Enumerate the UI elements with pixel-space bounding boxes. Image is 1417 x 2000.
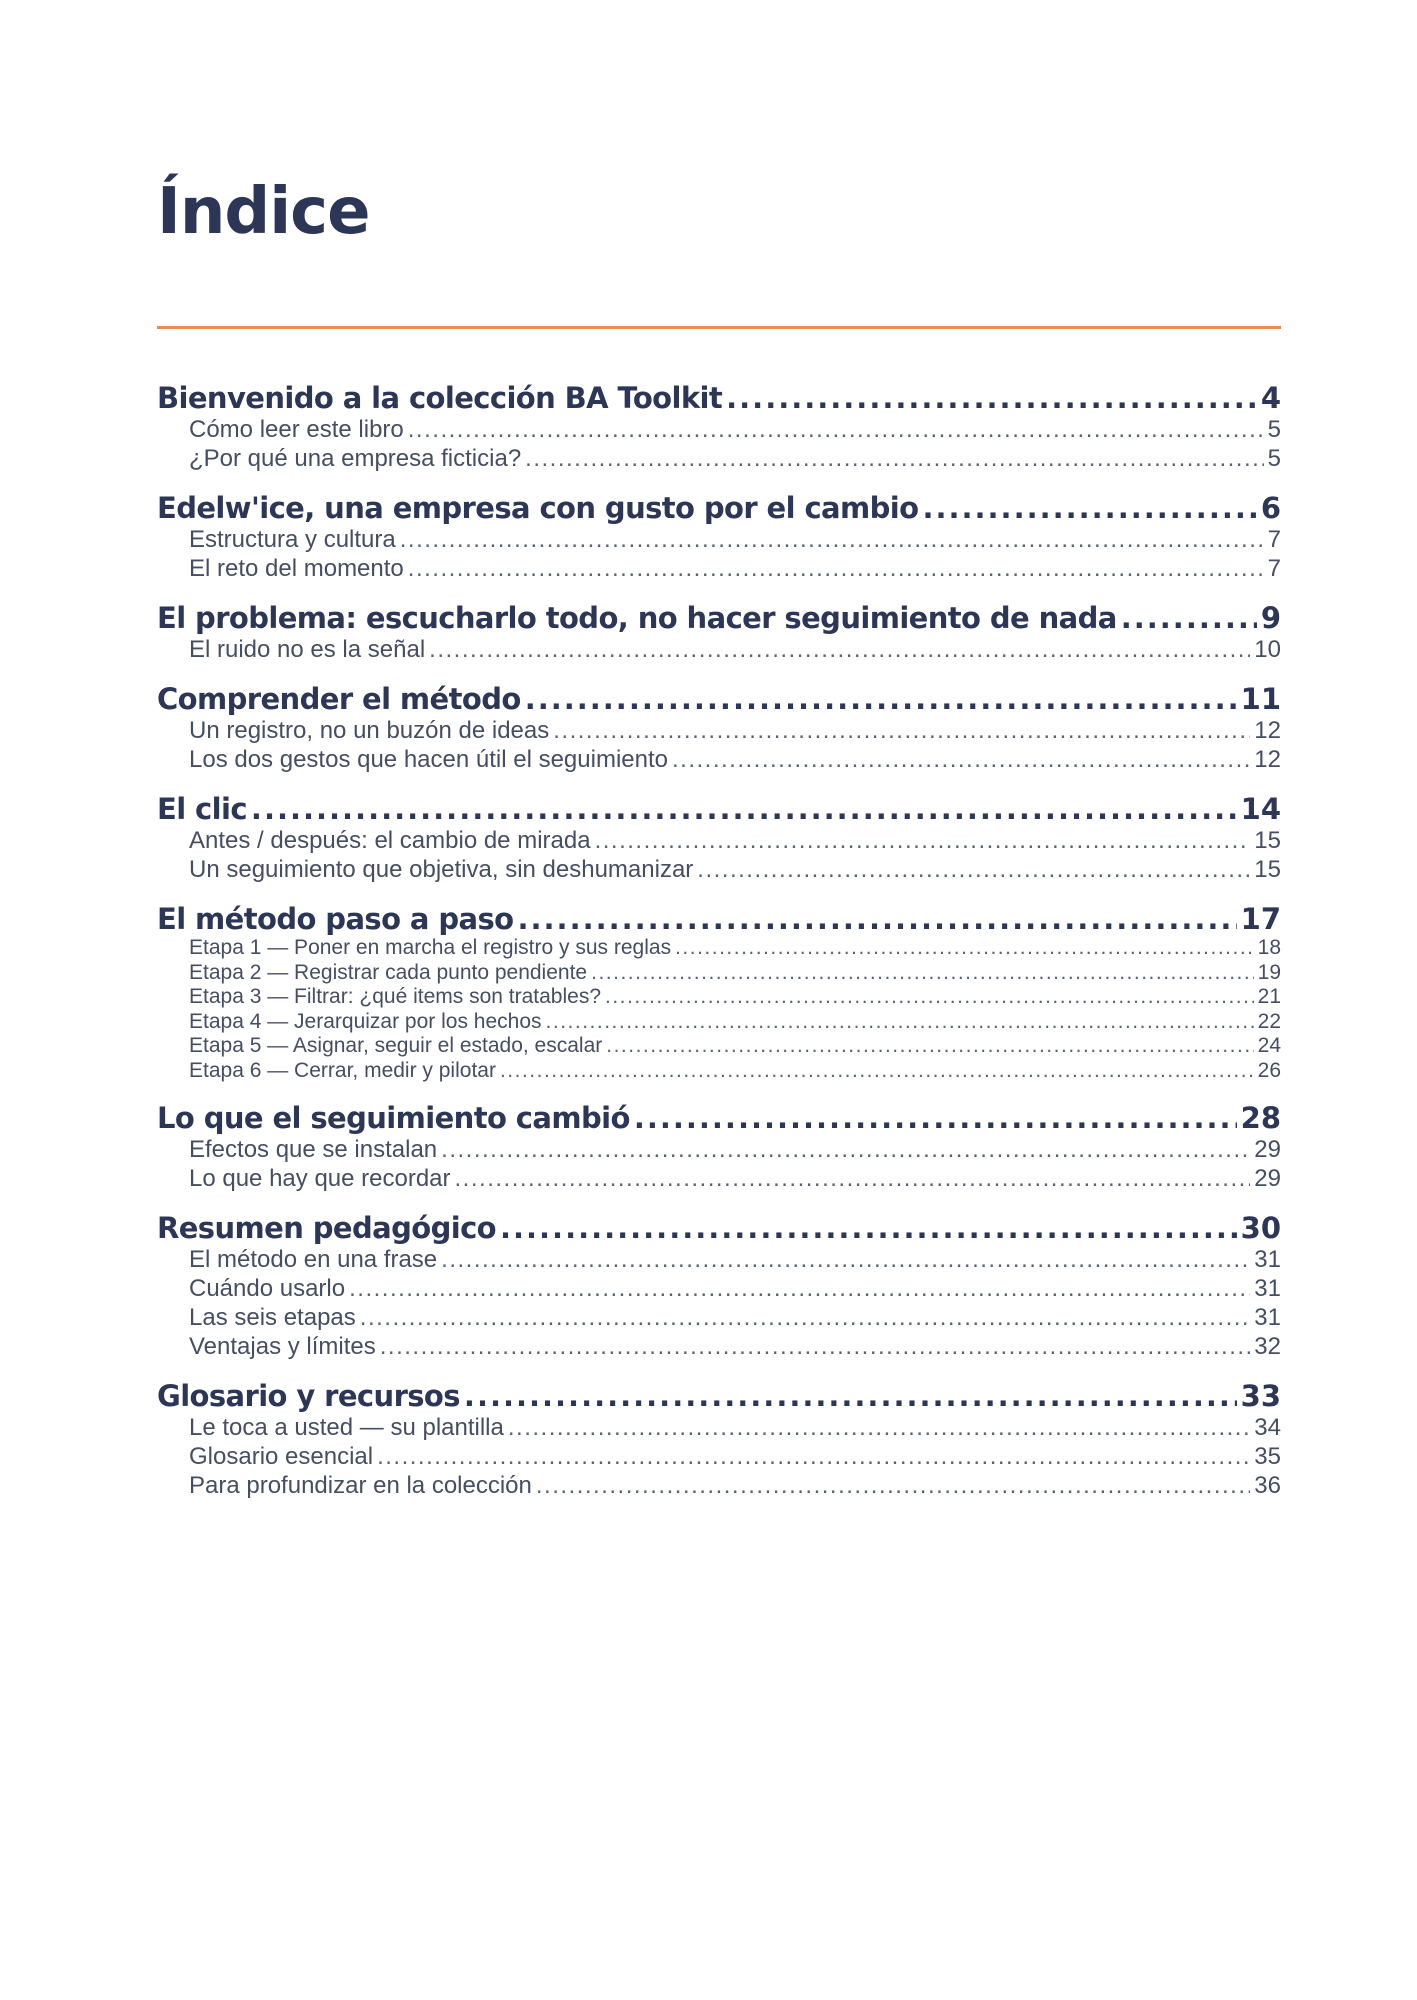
title-divider [157, 326, 1281, 329]
toc-section-entry[interactable] [157, 415, 1281, 444]
dot-leader [441, 1135, 1250, 1164]
chapter-title: El clic [157, 792, 247, 826]
dot-leader [591, 961, 1254, 986]
section-title: Etapa 6 — Cerrar, medir y pilotar [189, 1058, 496, 1082]
chapter-title: Edelw'ice, una empresa con gusto por el cambio [157, 491, 919, 525]
section-title: Cómo leer este libro [189, 416, 404, 443]
toc-section-entry[interactable] [157, 1471, 1281, 1500]
toc-section-entry[interactable] [157, 855, 1281, 884]
chapter-title: El método paso a paso [157, 902, 514, 936]
toc-section-entry[interactable] [157, 444, 1281, 473]
toc-chapter-entry[interactable] [157, 903, 1281, 936]
toc-section-entry[interactable] [157, 1442, 1281, 1471]
section-title: ¿Por qué una empresa ficticia? [189, 445, 522, 472]
toc-section-entry[interactable] [157, 716, 1281, 745]
dot-leader [349, 1274, 1250, 1303]
dot-leader [508, 1413, 1250, 1442]
toc-section-entry[interactable] [157, 1413, 1281, 1442]
section-page-number: 12 [1254, 717, 1281, 744]
section-title: Estructura y cultura [189, 526, 396, 553]
chapter-title: Bienvenido a la colección BA Toolkit [157, 381, 723, 415]
dot-leader [525, 683, 1237, 716]
section-page-number: 32 [1254, 1333, 1281, 1360]
dot-leader [251, 793, 1237, 826]
dot-leader [1121, 602, 1257, 635]
section-title: Etapa 4 — Jerarquizar por los hechos [189, 1009, 542, 1033]
section-page-number: 7 [1267, 555, 1281, 582]
section-page-number: 22 [1257, 1009, 1281, 1033]
section-page-number: 31 [1254, 1304, 1281, 1331]
chapter-page-number: 17 [1240, 902, 1281, 936]
toc-chapter-group [157, 793, 1281, 884]
dot-leader [546, 1010, 1254, 1035]
section-page-number: 10 [1254, 636, 1281, 663]
section-page-number: 12 [1254, 746, 1281, 773]
toc-section-entry[interactable] [157, 826, 1281, 855]
toc-section-entry[interactable] [157, 1034, 1281, 1059]
section-title: Etapa 2 — Registrar cada punto pendiente [189, 960, 588, 984]
dot-leader [672, 745, 1250, 774]
section-page-number: 26 [1257, 1058, 1281, 1082]
section-page-number: 21 [1257, 985, 1281, 1008]
dot-leader [518, 903, 1237, 936]
section-title: Le toca a usted — su plantilla [189, 1414, 504, 1441]
section-title: Cuándo usarlo [189, 1275, 346, 1302]
chapter-page-number: 28 [1240, 1101, 1281, 1135]
toc-chapter-group [157, 903, 1281, 1083]
chapter-title: Glosario y recursos [157, 1379, 460, 1413]
chapter-page-number: 9 [1260, 601, 1281, 635]
section-title: Etapa 1 — Poner en marcha el registro y sus reglas [189, 936, 672, 959]
dot-leader [377, 1442, 1250, 1471]
chapter-page-number: 11 [1240, 682, 1281, 716]
section-page-number: 31 [1254, 1275, 1281, 1302]
toc-section-entry[interactable] [157, 1303, 1281, 1332]
dot-leader [525, 444, 1263, 473]
toc-chapter-entry[interactable] [157, 1212, 1281, 1245]
chapter-page-number: 4 [1260, 381, 1281, 415]
toc-chapter-entry[interactable] [157, 793, 1281, 826]
toc-section-entry[interactable] [157, 554, 1281, 583]
chapter-title: El problema: escucharlo todo, no hacer seguimiento de nada [157, 601, 1117, 635]
dot-leader [500, 1059, 1254, 1084]
toc-chapter-group [157, 492, 1281, 583]
dot-leader [429, 635, 1250, 664]
toc-section-entry[interactable] [157, 635, 1281, 664]
dot-leader [595, 826, 1251, 855]
toc-chapter-entry[interactable] [157, 602, 1281, 635]
dot-leader [408, 554, 1264, 583]
table-of-contents [157, 382, 1281, 1519]
section-title: Antes / después: el cambio de mirada [189, 827, 591, 854]
section-title: Ventajas y límites [189, 1333, 376, 1360]
section-page-number: 29 [1254, 1165, 1281, 1192]
section-page-number: 5 [1267, 416, 1281, 443]
toc-section-entry[interactable] [157, 936, 1281, 961]
toc-section-entry[interactable] [157, 525, 1281, 554]
toc-section-entry[interactable] [157, 1135, 1281, 1164]
toc-chapter-group [157, 683, 1281, 774]
toc-section-entry[interactable] [157, 961, 1281, 986]
section-page-number: 24 [1257, 1034, 1281, 1057]
dot-leader [464, 1380, 1237, 1413]
dot-leader [408, 415, 1264, 444]
toc-section-entry[interactable] [157, 1274, 1281, 1303]
toc-chapter-entry[interactable] [157, 382, 1281, 415]
section-title: Glosario esencial [189, 1443, 374, 1470]
toc-section-entry[interactable] [157, 1164, 1281, 1193]
dot-leader [726, 382, 1257, 415]
section-page-number: 31 [1254, 1246, 1281, 1273]
section-page-number: 19 [1257, 960, 1281, 984]
dot-leader [606, 1034, 1253, 1059]
section-page-number: 15 [1254, 856, 1281, 883]
dot-leader [922, 492, 1256, 525]
dot-leader [455, 1164, 1251, 1193]
toc-section-entry[interactable] [157, 1245, 1281, 1274]
toc-section-entry[interactable] [157, 1332, 1281, 1361]
toc-section-entry[interactable] [157, 985, 1281, 1010]
toc-section-entry[interactable] [157, 1010, 1281, 1035]
toc-chapter-group [157, 1102, 1281, 1193]
chapter-page-number: 6 [1260, 491, 1281, 525]
section-page-number: 34 [1254, 1414, 1281, 1441]
section-title: El método en una frase [189, 1246, 438, 1273]
section-title: Un registro, no un buzón de ideas [189, 717, 550, 744]
toc-chapter-group [157, 602, 1281, 664]
chapter-page-number: 33 [1240, 1379, 1281, 1413]
section-title: Los dos gestos que hacen útil el seguimiento [189, 746, 668, 773]
toc-section-entry[interactable] [157, 745, 1281, 774]
toc-chapter-entry[interactable] [157, 683, 1281, 716]
dot-leader [553, 716, 1250, 745]
toc-chapter-group [157, 382, 1281, 473]
dot-leader [380, 1332, 1251, 1361]
toc-chapter-group [157, 1212, 1281, 1361]
dot-leader [400, 525, 1264, 554]
chapter-page-number: 30 [1240, 1211, 1281, 1245]
dot-leader [697, 855, 1250, 884]
section-page-number: 7 [1267, 526, 1281, 553]
dot-leader [441, 1245, 1250, 1274]
section-title: Etapa 5 — Asignar, seguir el estado, escalar [189, 1034, 603, 1057]
section-page-number: 18 [1257, 936, 1281, 959]
section-title: Para profundizar en la colección [189, 1472, 532, 1499]
chapter-title: Resumen pedagógico [157, 1211, 496, 1245]
toc-chapter-entry[interactable] [157, 1102, 1281, 1135]
section-title: El reto del momento [189, 555, 404, 582]
section-title: Las seis etapas [189, 1304, 356, 1331]
chapter-title: Comprender el método [157, 682, 521, 716]
section-page-number: 5 [1267, 445, 1281, 472]
toc-chapter-group [157, 1380, 1281, 1500]
section-page-number: 29 [1254, 1136, 1281, 1163]
toc-chapter-entry[interactable] [157, 492, 1281, 525]
section-title: Un seguimiento que objetiva, sin deshumanizar [189, 856, 694, 883]
dot-leader [634, 1102, 1237, 1135]
toc-chapter-entry[interactable] [157, 1380, 1281, 1413]
section-page-number: 15 [1254, 827, 1281, 854]
dot-leader [605, 985, 1254, 1010]
section-title: Etapa 3 — Filtrar: ¿qué items son tratables? [189, 985, 602, 1008]
chapter-page-number: 14 [1240, 792, 1281, 826]
section-page-number: 36 [1254, 1472, 1281, 1499]
section-title: El ruido no es la señal [189, 636, 426, 663]
toc-section-entry[interactable] [157, 1059, 1281, 1084]
dot-leader [675, 936, 1254, 961]
dot-leader [360, 1303, 1251, 1332]
section-page-number: 35 [1254, 1443, 1281, 1470]
section-title: Efectos que se instalan [189, 1136, 438, 1163]
section-title: Lo que hay que recordar [189, 1165, 451, 1192]
page-title: Índice [157, 175, 370, 249]
dot-leader [500, 1212, 1237, 1245]
dot-leader [536, 1471, 1250, 1500]
chapter-title: Lo que el seguimiento cambió [157, 1101, 630, 1135]
